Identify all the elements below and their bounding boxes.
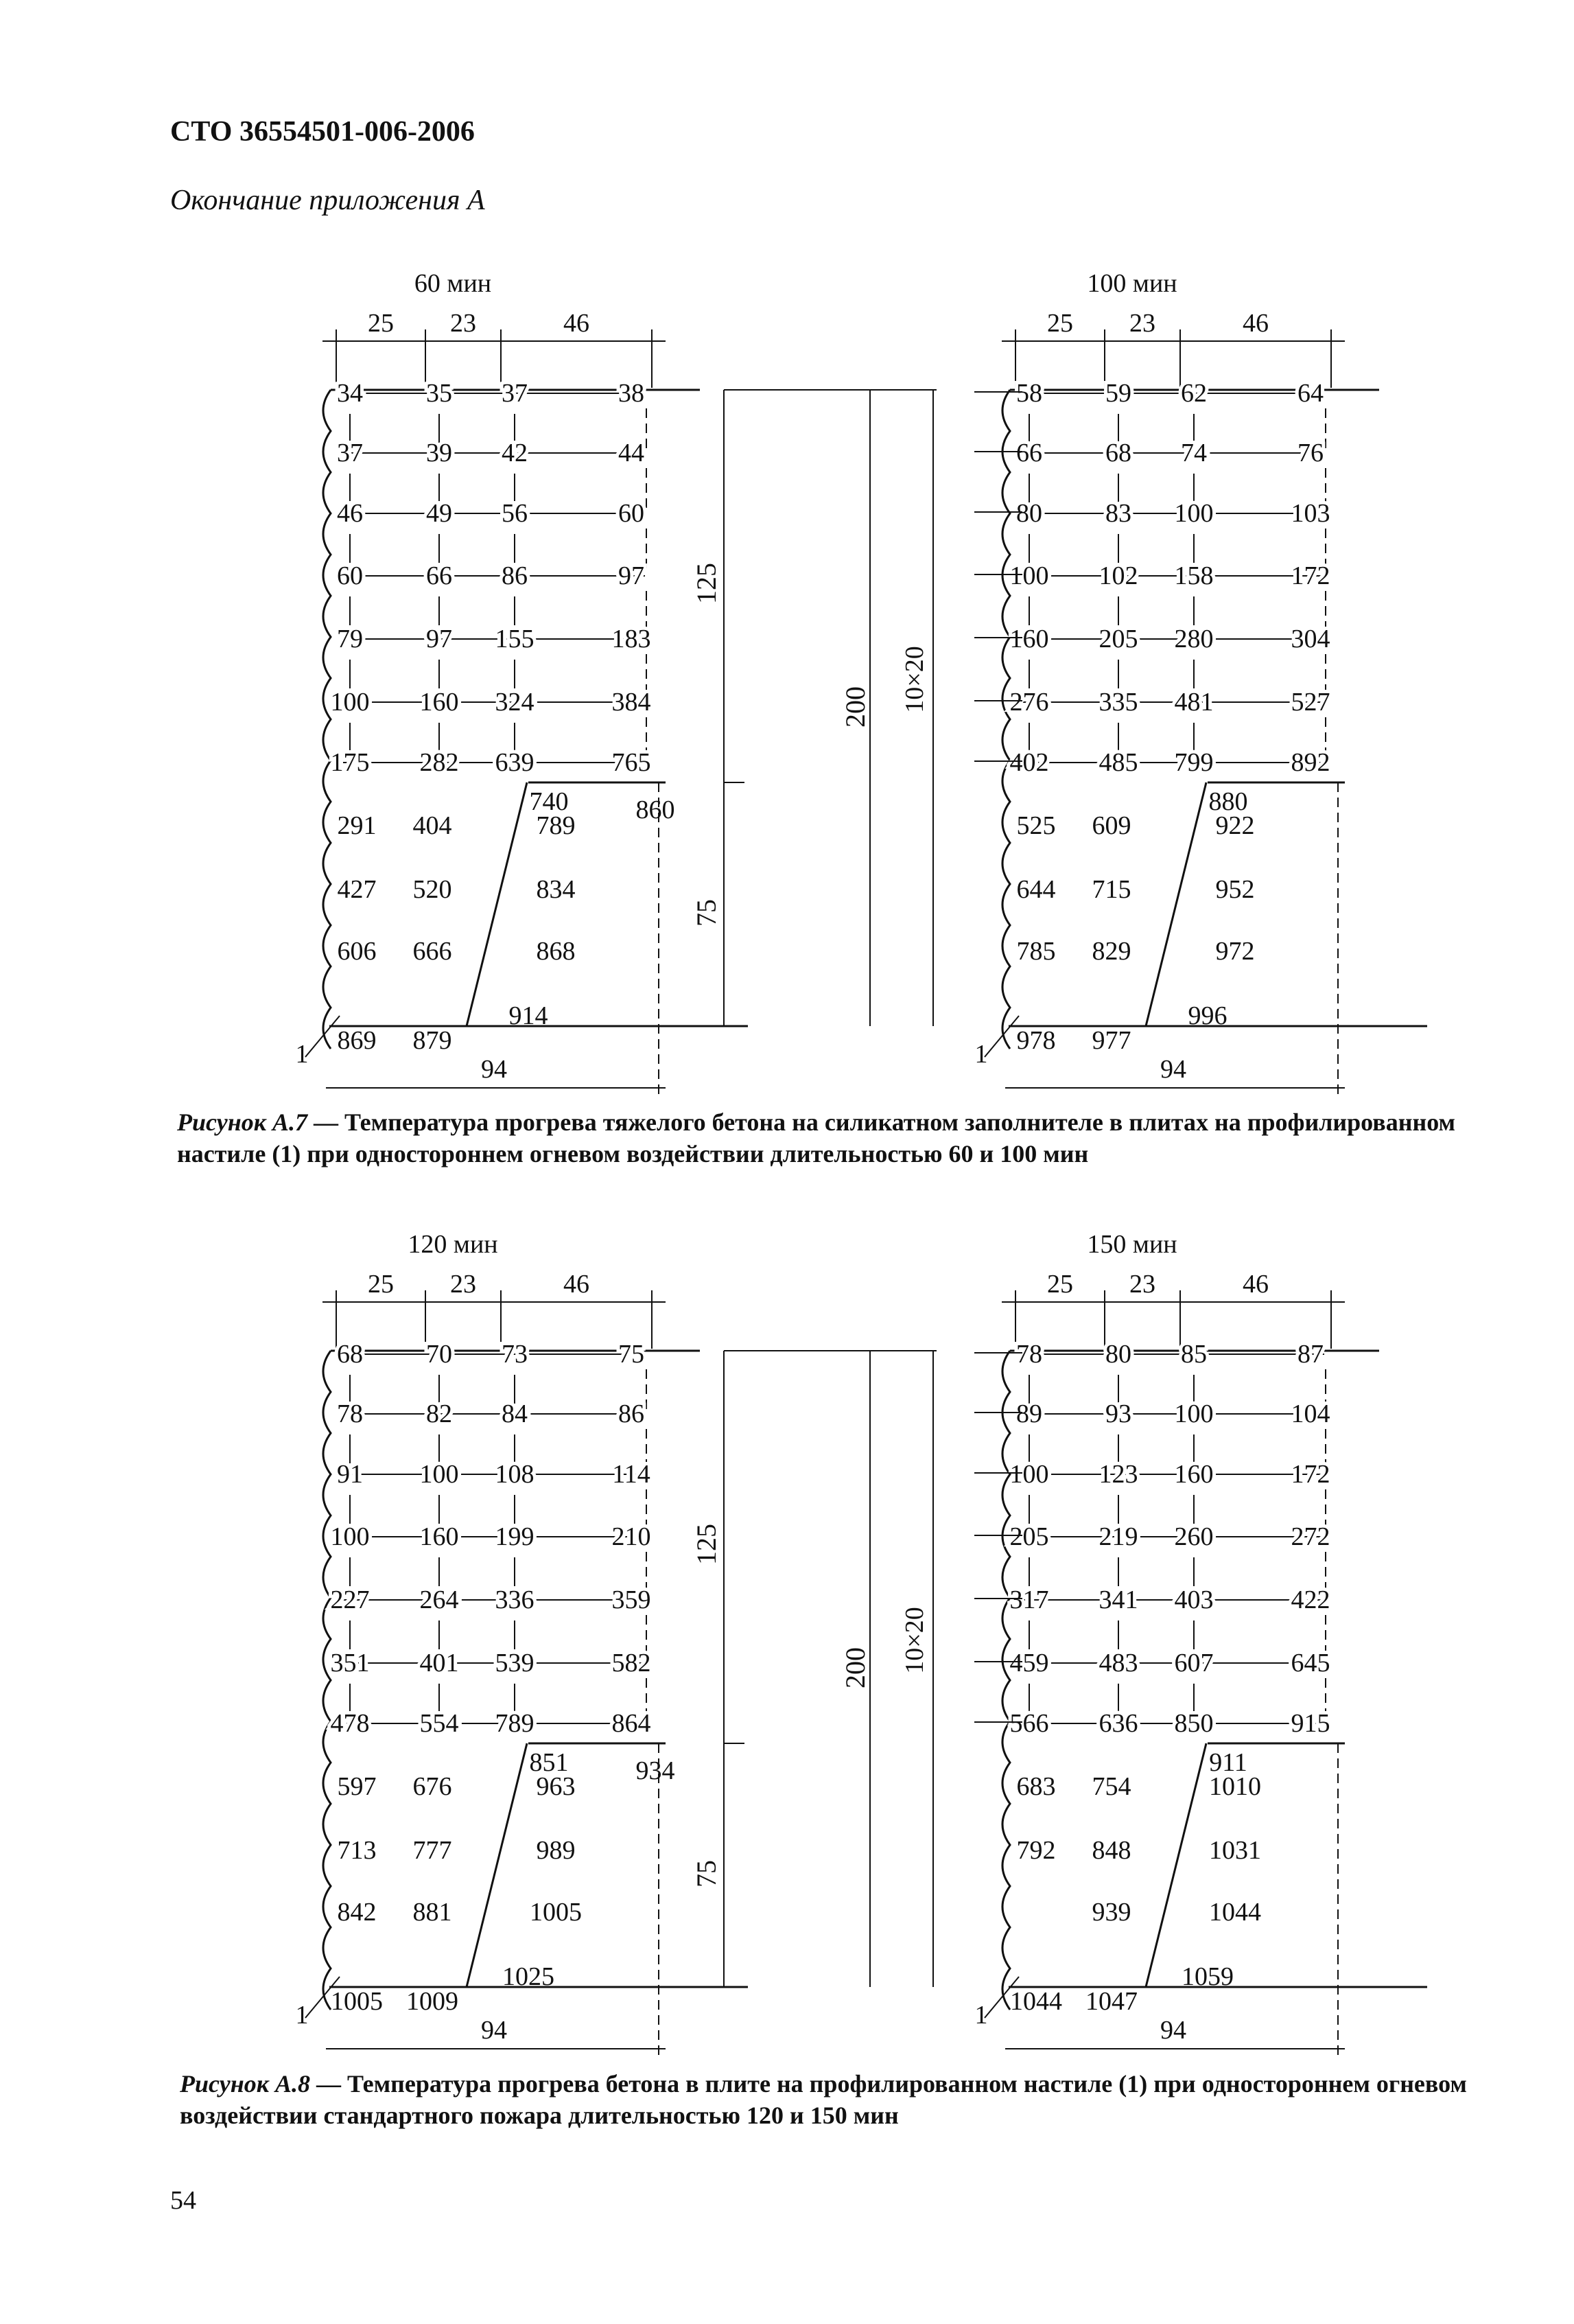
- temperature-value: 160: [419, 688, 459, 717]
- layers-label: 10×20: [900, 1607, 929, 1674]
- temperature-value: 324: [495, 688, 535, 717]
- deck-marker: 1: [295, 2001, 309, 2030]
- temperature-value: 304: [1291, 625, 1330, 653]
- temperature-value: 881: [412, 1898, 452, 1927]
- temperature-value: 291: [337, 811, 377, 840]
- temperature-value: 97: [426, 625, 452, 653]
- temperature-value: 952: [1215, 875, 1255, 904]
- temperature-value: 914: [508, 1001, 548, 1030]
- lower-height-label: 75: [691, 899, 722, 927]
- temperature-value: 100: [1009, 1460, 1049, 1489]
- total-height-label: 200: [840, 686, 871, 728]
- temperature-value: 666: [412, 937, 452, 966]
- figure-caption-text-a7: — Температура прогрева тяжелого бетона на силикатном заполнителе в плитах на профилированном настиле (1) при одностороннем огневом воздействии длительностью 60 и 100 мин: [177, 1108, 1456, 1167]
- temperature-value: 89: [1016, 1399, 1042, 1428]
- temperature-value: 276: [1009, 688, 1049, 717]
- temperature-value: 183: [611, 625, 651, 653]
- panel-title: 60 мин: [414, 269, 492, 298]
- temperature-value: 848: [1092, 1836, 1131, 1865]
- temperature-value: 1044: [1209, 1898, 1261, 1927]
- temperature-value: 317: [1009, 1585, 1049, 1614]
- temperature-value: 175: [330, 748, 370, 777]
- rib-temperature: 934: [635, 1756, 675, 1785]
- temperature-value: 403: [1174, 1585, 1214, 1614]
- rib-temperature: 860: [635, 795, 675, 824]
- temperature-value: 82: [426, 1399, 452, 1428]
- panel-title: 100 мин: [1087, 269, 1177, 298]
- temperature-value: 100: [330, 688, 370, 717]
- width-label: 25: [1047, 309, 1073, 338]
- temperature-value: 68: [337, 1340, 363, 1369]
- temperature-value: 210: [611, 1522, 651, 1551]
- temperature-value: 60: [618, 499, 644, 528]
- temperature-value: 108: [495, 1460, 535, 1489]
- panel-title: 120 мин: [408, 1230, 498, 1259]
- temperature-value: 864: [611, 1709, 651, 1738]
- temperature-value: 70: [426, 1340, 452, 1369]
- temperature-value: 78: [1016, 1340, 1042, 1369]
- temperature-value: 792: [1016, 1836, 1056, 1865]
- temperature-value: 789: [536, 811, 576, 840]
- temperature-value: 37: [337, 439, 363, 467]
- temperature-value: 68: [1105, 439, 1131, 467]
- temperature-value: 554: [419, 1709, 459, 1738]
- temperature-value: 199: [495, 1522, 535, 1551]
- temperature-value: 280: [1174, 625, 1214, 653]
- temperature-value: 56: [502, 499, 528, 528]
- appendix-subtitle: Окончание приложения А: [170, 185, 485, 216]
- temperature-value: 80: [1105, 1340, 1131, 1369]
- temperature-value: 336: [495, 1585, 535, 1614]
- temperature-value: 645: [1291, 1649, 1330, 1677]
- figure-label-a8: Рисунок А.8: [180, 2070, 310, 2098]
- rib-width-label: 94: [1160, 1055, 1186, 1084]
- temperature-value: 996: [1188, 1001, 1228, 1030]
- temperature-value: 539: [495, 1649, 535, 1677]
- temperature-value: 64: [1297, 379, 1324, 408]
- temperature-value: 73: [502, 1340, 528, 1369]
- temperature-value: 829: [1092, 937, 1131, 966]
- layers-label: 10×20: [900, 646, 929, 713]
- temperature-value: 85: [1181, 1340, 1207, 1369]
- temperature-value: 100: [419, 1460, 459, 1489]
- rib-temperature: 740: [529, 787, 569, 816]
- temperature-value: 609: [1092, 811, 1131, 840]
- temperature-value: 38: [618, 379, 644, 408]
- temperature-value: 868: [536, 937, 576, 966]
- width-label: 25: [1047, 1270, 1073, 1299]
- temperature-value: 205: [1099, 625, 1138, 653]
- width-label: 46: [1243, 1270, 1269, 1299]
- temperature-value: 359: [611, 1585, 651, 1614]
- rib-temperature: 911: [1209, 1748, 1247, 1777]
- temperature-value: 842: [337, 1898, 377, 1927]
- temperature-value: 422: [1291, 1585, 1330, 1614]
- rib-width-label: 94: [481, 1055, 507, 1084]
- temperature-value: 87: [1297, 1340, 1324, 1369]
- temperature-value: 869: [337, 1026, 377, 1055]
- temperature-value: 777: [412, 1836, 452, 1865]
- temperature-value: 963: [536, 1772, 576, 1801]
- width-label: 25: [368, 1270, 394, 1299]
- temperature-value: 978: [1016, 1026, 1056, 1055]
- temperature-value: 676: [412, 1772, 452, 1801]
- figure-caption-text-a8: — Температура прогрева бетона в плите на профилированном настиле (1) при одностороннем огневом воздействии стандартного пожара длительностью 120 и 150 мин: [180, 2070, 1467, 2129]
- figure-caption-a8: [180, 2068, 1483, 2131]
- temperature-value: 59: [1105, 379, 1131, 408]
- temperature-value: 93: [1105, 1399, 1131, 1428]
- temperature-value: 1009: [406, 1987, 458, 2016]
- rib-temperature: 880: [1208, 787, 1248, 816]
- temperature-value: 1005: [530, 1898, 582, 1927]
- width-label: 23: [1129, 309, 1155, 338]
- temperature-value: 97: [618, 561, 644, 590]
- temperature-value: 525: [1016, 811, 1056, 840]
- temperature-value: 158: [1174, 561, 1214, 590]
- temperature-value: 754: [1092, 1772, 1131, 1801]
- temperature-value: 123: [1099, 1460, 1138, 1489]
- temperature-value: 60: [337, 561, 363, 590]
- temperature-value: 102: [1099, 561, 1138, 590]
- rib-slant-edge: [467, 782, 527, 1026]
- temperature-value: 104: [1291, 1399, 1330, 1428]
- temperature-value: 49: [426, 499, 452, 528]
- temperature-value: 989: [536, 1836, 576, 1865]
- deck-marker: 1: [974, 1040, 988, 1069]
- temperature-value: 100: [1009, 561, 1049, 590]
- slab-break-line: [1002, 1351, 1010, 2010]
- temperature-value: 972: [1215, 937, 1255, 966]
- temperature-value: 100: [1174, 1399, 1214, 1428]
- temperature-value: 264: [419, 1585, 459, 1614]
- temperature-value: 114: [612, 1460, 650, 1489]
- rib-slant-edge: [467, 1743, 527, 1987]
- temperature-value: 879: [412, 1026, 452, 1055]
- slab-break-line: [323, 1351, 331, 2010]
- temperature-value: 39: [426, 439, 452, 467]
- temperature-value: 100: [330, 1522, 370, 1551]
- temperature-value: 66: [1016, 439, 1042, 467]
- temperature-value: 607: [1174, 1649, 1214, 1677]
- temperature-value: 66: [426, 561, 452, 590]
- temperature-value: 597: [337, 1772, 377, 1801]
- lower-height-label: 75: [691, 1860, 722, 1887]
- temperature-value: 46: [337, 499, 363, 528]
- width-label: 23: [450, 309, 476, 338]
- temperature-value: 160: [1174, 1460, 1214, 1489]
- temperature-value: 566: [1009, 1709, 1049, 1738]
- temperature-value: 427: [337, 875, 377, 904]
- temperature-value: 1031: [1209, 1836, 1261, 1865]
- temperature-value: 74: [1181, 439, 1207, 467]
- temperature-value: 1044: [1010, 1987, 1062, 2016]
- rib-slant-edge: [1146, 1743, 1206, 1987]
- figure-label-a7: Рисунок А.7: [177, 1108, 307, 1136]
- upper-height-label: 125: [691, 563, 722, 604]
- temperature-value: 384: [611, 688, 651, 717]
- width-label: 23: [1129, 1270, 1155, 1299]
- temperature-value: 219: [1099, 1522, 1138, 1551]
- temperature-value: 799: [1174, 748, 1214, 777]
- temperature-value: 44: [618, 439, 644, 467]
- rib-temperature: 851: [529, 1748, 569, 1777]
- temperature-value: 683: [1016, 1772, 1056, 1801]
- temperature-value: 100: [1174, 499, 1214, 528]
- temperature-value: 160: [1009, 625, 1049, 653]
- temperature-value: 789: [495, 1709, 535, 1738]
- temperature-value: 160: [419, 1522, 459, 1551]
- temperature-value: 35: [426, 379, 452, 408]
- temperature-value: 83: [1105, 499, 1131, 528]
- temperature-value: 103: [1291, 499, 1330, 528]
- temperature-value: 62: [1181, 379, 1207, 408]
- document-number: СТО 36554501-006-2006: [170, 116, 475, 148]
- temperature-value: 402: [1009, 748, 1049, 777]
- temperature-value: 341: [1099, 1585, 1138, 1614]
- temperature-value: 335: [1099, 688, 1138, 717]
- temperature-value: 644: [1016, 875, 1056, 904]
- temperature-value: 272: [1291, 1522, 1330, 1551]
- temperature-value: 1047: [1085, 1987, 1138, 2016]
- temperature-value: 260: [1174, 1522, 1214, 1551]
- panel-title: 150 мин: [1087, 1230, 1177, 1259]
- temperature-value: 404: [412, 811, 452, 840]
- page-number: 54: [170, 2186, 196, 2215]
- temperature-value: 850: [1174, 1709, 1214, 1738]
- upper-height-label: 125: [691, 1524, 722, 1565]
- temperature-value: 1010: [1209, 1772, 1261, 1801]
- temperature-value: 915: [1291, 1709, 1330, 1738]
- temperature-value: 922: [1215, 811, 1255, 840]
- rib-width-label: 94: [481, 2016, 507, 2045]
- temperature-value: 785: [1016, 937, 1056, 966]
- temperature-value: 86: [618, 1399, 644, 1428]
- width-label: 46: [1243, 309, 1269, 338]
- temperature-value: 459: [1009, 1649, 1049, 1677]
- temperature-value: 483: [1099, 1649, 1138, 1677]
- deck-leader-line: [305, 1016, 340, 1057]
- temperature-value: 79: [337, 625, 363, 653]
- temperature-value: 765: [611, 748, 651, 777]
- temperature-value: 892: [1291, 748, 1330, 777]
- temperature-value: 713: [337, 1836, 377, 1865]
- deck-marker: 1: [295, 1040, 309, 1069]
- slab-break-line: [1002, 390, 1010, 1049]
- temperature-value: 155: [495, 625, 535, 653]
- temperature-value: 351: [330, 1649, 370, 1677]
- deck-marker: 1: [974, 2001, 988, 2030]
- rib-slant-edge: [1146, 782, 1206, 1026]
- temperature-value: 582: [611, 1649, 651, 1677]
- width-label: 23: [450, 1270, 476, 1299]
- rib-width-label: 94: [1160, 2016, 1186, 2045]
- width-label: 46: [563, 1270, 589, 1299]
- temperature-value: 481: [1174, 688, 1214, 717]
- temperature-value: 227: [330, 1585, 370, 1614]
- temperature-value: 37: [502, 379, 528, 408]
- temperature-value: 172: [1291, 1460, 1330, 1489]
- temperature-value: 527: [1291, 688, 1330, 717]
- temperature-value: 80: [1016, 499, 1042, 528]
- total-height-label: 200: [840, 1647, 871, 1688]
- temperature-value: 401: [419, 1649, 459, 1677]
- temperature-value: 42: [502, 439, 528, 467]
- temperature-value: 977: [1092, 1026, 1131, 1055]
- temperature-value: 639: [495, 748, 535, 777]
- deck-leader-line: [985, 1016, 1019, 1057]
- temperature-value: 205: [1009, 1522, 1049, 1551]
- temperature-value: 1025: [502, 1962, 554, 1991]
- figure-caption-a7: [177, 1106, 1467, 1170]
- temperature-value: 606: [337, 937, 377, 966]
- temperature-value: 1005: [331, 1987, 383, 2016]
- temperature-value: 939: [1092, 1898, 1131, 1927]
- temperature-value: 520: [412, 875, 452, 904]
- slab-break-line: [323, 390, 331, 1049]
- temperature-value: 34: [337, 379, 363, 408]
- width-label: 46: [563, 309, 589, 338]
- temperature-value: 282: [419, 748, 459, 777]
- temperature-value: 715: [1092, 875, 1131, 904]
- temperature-value: 76: [1297, 439, 1324, 467]
- temperature-value: 58: [1016, 379, 1042, 408]
- temperature-value: 172: [1291, 561, 1330, 590]
- temperature-value: 478: [330, 1709, 370, 1738]
- temperature-value: 834: [536, 875, 576, 904]
- temperature-value: 86: [502, 561, 528, 590]
- temperature-value: 75: [618, 1340, 644, 1369]
- temperature-value: 485: [1099, 748, 1138, 777]
- temperature-value: 1059: [1182, 1962, 1234, 1991]
- width-label: 25: [368, 309, 394, 338]
- temperature-value: 91: [337, 1460, 363, 1489]
- temperature-value: 636: [1099, 1709, 1138, 1738]
- temperature-value: 84: [502, 1399, 528, 1428]
- temperature-value: 78: [337, 1399, 363, 1428]
